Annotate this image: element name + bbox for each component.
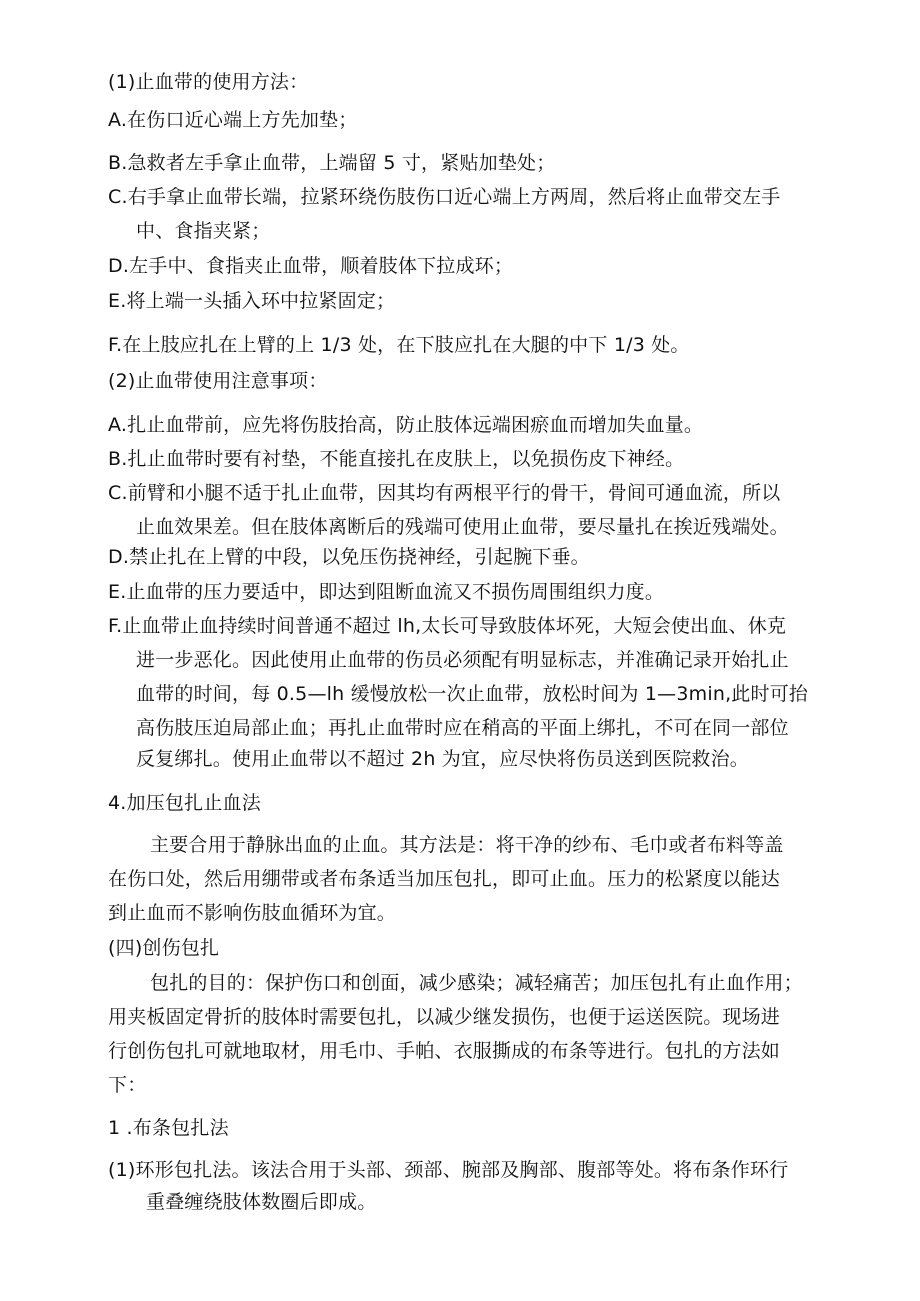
pressure-bandage-para-line-3: 到止血而不影响伤肢血循环为宜。 (108, 902, 397, 924)
cloth-strip-item-1-cont: 重叠缠绕肢体数圈后即成。 (146, 1191, 377, 1213)
cloth-strip-item-1: (1)环形包扎法。该法合用于头部、颈部、腕部及胸部、腹部等处。将布条作环行 (108, 1159, 789, 1181)
usage-item-e: E.将上端一头插入环中拉紧固定； (108, 290, 396, 312)
usage-item-d: D.左手中、食指夹止血带，顺着肢体下拉成环； (108, 255, 514, 277)
cloth-strip-heading: 1 .布条包扎法 (108, 1117, 229, 1139)
notes-item-a: A.扎止血带前，应先将伤肢抬高，防止肢体远端困瘀血而增加失血量。 (108, 414, 704, 436)
wound-dressing-para-line-2: 用夹板固定骨折的肢体时需要包扎，以减少继发损伤，也便于运送医院。现场进 (108, 1006, 781, 1028)
notes-item-e: E.止血带的压力要适中，即达到阻断血流又不损伤周围组织力度。 (108, 581, 665, 603)
notes-item-c: C.前臂和小腿不适于扎止血带，因其均有两根平行的骨干，骨间可通血流，所以 (108, 482, 781, 504)
notes-item-b: B.扎止血带时要有衬垫，不能直接扎在皮肤上，以免损伤皮下神经。 (108, 448, 685, 470)
usage-item-a: A.在伤口近心端上方先加垫； (108, 109, 358, 131)
notes-item-f: F.止血带止血持续时间普通不超过 lh,太长可导致肢体坏死，大短会使出血、休克 (108, 615, 787, 637)
pressure-bandage-heading: 4.加压包扎止血法 (108, 792, 261, 814)
usage-item-f: F.在上肢应扎在上臂的上 1/3 处，在下肢应扎在大腿的中下 1/3 处。 (108, 334, 690, 356)
notes-item-f-cont-3: 高伤肢压迫局部止血；再扎止血带时应在稍高的平面上绑扎，不可在同一部位 (136, 717, 789, 739)
pressure-bandage-para-line-1: 主要合用于静脉出血的止血。其方法是：将干净的纱布、毛巾或者布料等盖 (150, 834, 784, 856)
notes-item-f-cont-4: 反复绑扎。使用止血带以不超过 2h 为宜，应尽快将伤员送到医院救治。 (136, 748, 750, 770)
tourniquet-usage-heading: (1)止血带的使用方法： (108, 71, 309, 93)
wound-dressing-para-line-3: 行创伤包扎可就地取材，用毛巾、手帕、衣服撕成的布条等进行。包扎的方法如 (108, 1040, 781, 1062)
notes-item-f-cont-1: 进一步恶化。因此使用止血带的伤员必须配有明显标志，并准确记录开始扎止 (136, 649, 789, 671)
wound-dressing-para-line-1: 包扎的目的：保护伤口和创面，减少感染；减轻痛苦；加压包扎有止血作用； (150, 972, 803, 994)
notes-item-f-cont-2: 血带的时间，每 0.5—lh 缓慢放松一次止血带，放松时间为 1—3min,此时可抬 (136, 683, 809, 705)
notes-item-c-cont: 止血效果差。但在肢体离断后的残端可使用止血带，要尽量扎在挨近残端处。 (136, 516, 789, 538)
wound-dressing-para-line-4: 下： (108, 1074, 147, 1096)
tourniquet-notes-heading: (2)止血带使用注意事项： (108, 370, 328, 392)
wound-dressing-heading: (四)创伤包扎 (108, 937, 220, 959)
usage-item-c-cont: 中、食指夹紧； (136, 220, 271, 242)
notes-item-d: D.禁止扎在上臂的中段，以免压伤挠神经，引起腕下垂。 (108, 546, 590, 568)
usage-item-b: B.急救者左手拿止血带，上端留 5 寸，紧贴加垫处； (108, 152, 556, 174)
pressure-bandage-para-line-2: 在伤口处，然后用绷带或者布条适当加压包扎，即可止血。压力的松紧度以能达 (108, 868, 781, 890)
usage-item-c: C.右手拿止血带长端，拉紧环绕伤肢伤口近心端上方两周，然后将止血带交左手 (108, 186, 781, 208)
